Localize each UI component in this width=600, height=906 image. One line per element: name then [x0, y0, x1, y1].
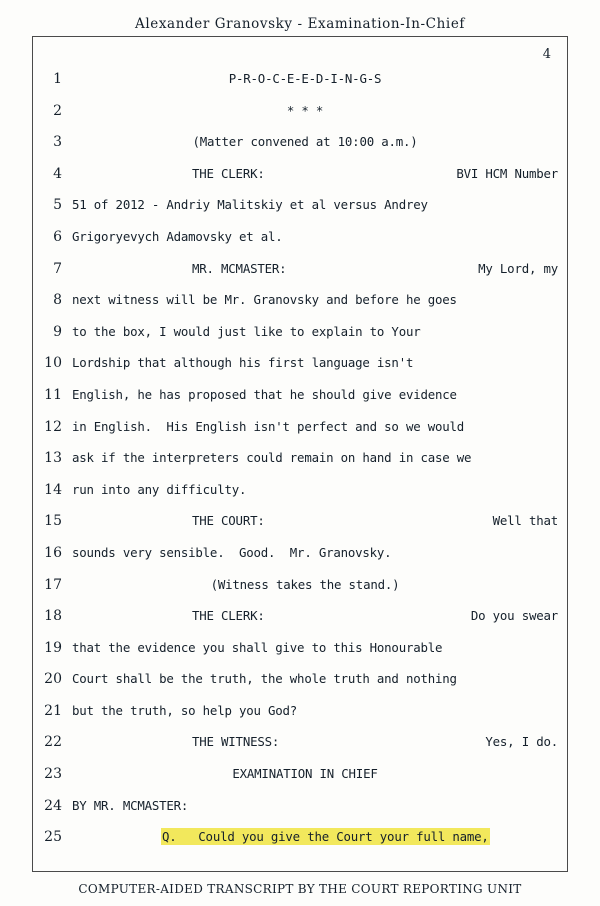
transcript-line — [32, 696, 568, 728]
line-text: BY MR. MCMASTER: — [72, 797, 189, 813]
speaker-line — [72, 727, 568, 753]
line-number: 18 — [44, 608, 62, 625]
transcript-line — [32, 475, 568, 507]
transcript-line — [32, 570, 568, 602]
line-number: 7 — [53, 260, 62, 277]
line-text — [72, 822, 568, 848]
line-number: 4 — [53, 165, 62, 182]
line-text: sounds very sensible. Good. Mr. Granovsky. — [72, 544, 392, 560]
page-header: Alexander Granovsky - Examination-In-Chief — [134, 16, 466, 32]
transcript-line — [32, 538, 568, 570]
line-text: 51 of 2012 - Andriy Malitskiy et al versus Andrey — [72, 197, 428, 213]
line-text: ask if the interpreters could remain on hand in case we — [72, 450, 472, 466]
transcript-line — [32, 506, 568, 538]
line-number: 21 — [44, 702, 62, 719]
transcript-line — [32, 254, 568, 286]
line-number: 19 — [44, 639, 62, 656]
speaker-line — [72, 601, 568, 627]
line-number: 8 — [53, 292, 62, 309]
transcript-line — [32, 412, 568, 444]
transcript-line — [32, 380, 568, 412]
line-text: but the truth, so help you God? — [72, 702, 298, 718]
transcript-line — [32, 159, 568, 191]
transcript-body — [32, 64, 568, 870]
page-number: 4 — [542, 47, 551, 62]
speaker-label: MR. MCMASTER: — [192, 260, 287, 276]
transcript-line — [32, 190, 568, 222]
speaker-text: Well that — [492, 513, 558, 529]
highlighted-text: Q. Could you give the Court your full name, — [162, 829, 489, 845]
speaker-label: THE WITNESS: — [192, 734, 280, 750]
transcript-line — [32, 64, 568, 96]
transcript-line — [32, 633, 568, 665]
centered-line-text: P-R-O-C-E-E-D-I-N-G-S — [228, 71, 382, 86]
line-number: 9 — [53, 323, 62, 340]
transcript-line — [32, 127, 568, 159]
speaker-line — [72, 506, 568, 532]
line-number: 14 — [44, 481, 62, 498]
line-number: 13 — [44, 450, 62, 467]
line-number: 15 — [44, 513, 62, 530]
line-text: to the box, I would just like to explain to Your — [72, 323, 421, 339]
speaker-text: Yes, I do. — [485, 734, 558, 750]
line-number: 11 — [44, 386, 62, 403]
line-number: 24 — [44, 797, 62, 814]
speaker-text: BVI HCM Number — [456, 165, 558, 181]
line-number: 1 — [53, 71, 62, 87]
line-text: that the evidence you shall give to this Honourable — [72, 639, 443, 655]
transcript-line — [32, 759, 568, 791]
line-number: 16 — [44, 544, 62, 561]
transcript-line — [32, 443, 568, 475]
speaker-line — [72, 254, 568, 280]
line-number: 10 — [44, 355, 62, 372]
transcript-line — [32, 601, 568, 633]
page-footer: COMPUTER-AIDED TRANSCRIPT BY THE COURT REPORTING UNIT — [78, 882, 522, 896]
line-number: 12 — [44, 418, 62, 435]
line-text: English, he has proposed that he should give evidence — [72, 386, 457, 402]
line-number: 23 — [44, 766, 62, 783]
speaker-label: THE CLERK: — [192, 608, 265, 624]
transcript-line — [32, 222, 568, 254]
centered-line-text: (Witness takes the stand.) — [210, 576, 400, 592]
transcript-line — [32, 791, 568, 823]
centered-line-text: (Matter convened at 10:00 a.m.) — [192, 134, 418, 150]
speaker-label: THE CLERK: — [192, 165, 265, 181]
speaker-text: Do you swear — [470, 608, 558, 624]
centered-line-text: * * * — [286, 102, 324, 118]
line-text: in English. His English isn't perfect and so we would — [72, 418, 465, 434]
transcript-line — [32, 727, 568, 759]
transcript-line — [32, 285, 568, 317]
transcript-line — [32, 822, 568, 854]
line-text: Court shall be the truth, the whole truth and nothing — [72, 671, 457, 687]
line-number: 3 — [53, 134, 62, 151]
speaker-line — [72, 159, 568, 185]
speaker-label: THE COURT: — [192, 513, 265, 529]
line-number: 6 — [53, 228, 62, 245]
centered-line-text: EXAMINATION IN CHIEF — [232, 766, 378, 782]
line-number: 25 — [44, 829, 62, 846]
line-number: 20 — [44, 671, 62, 688]
question-indent — [72, 829, 162, 844]
line-number: 2 — [53, 102, 62, 119]
line-number: 22 — [44, 734, 62, 751]
transcript-line — [32, 664, 568, 696]
line-number: 5 — [53, 197, 62, 214]
line-text: Grigoryevych Adamovsky et al. — [72, 228, 283, 244]
line-text: run into any difficulty. — [72, 481, 247, 497]
transcript-line — [32, 348, 568, 380]
transcript-line — [32, 96, 568, 128]
line-text: Lordship that although his first language isn't — [72, 355, 414, 371]
line-text: next witness will be Mr. Granovsky and before he goes — [72, 292, 457, 308]
line-number: 17 — [44, 576, 62, 593]
transcript-line — [32, 317, 568, 349]
speaker-text: My Lord, my — [478, 260, 558, 276]
